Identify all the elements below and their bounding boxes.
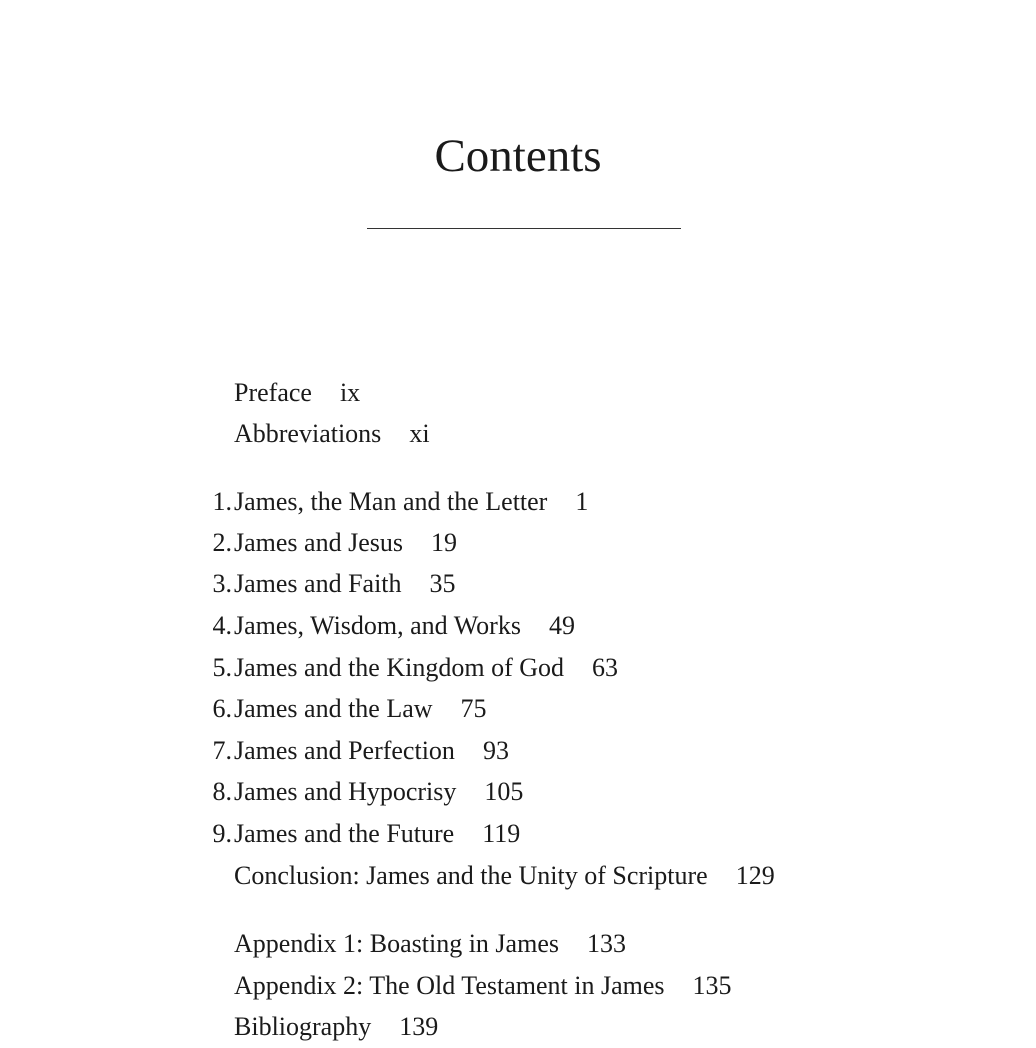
toc-entry-page: 35 xyxy=(429,569,456,598)
toc-entry-number: 3. xyxy=(212,569,232,598)
toc-entry-page: ix xyxy=(339,378,361,407)
toc-entry xyxy=(234,927,626,961)
toc-entry-label: James and Faith xyxy=(234,569,402,598)
toc-entry-page: 133 xyxy=(586,929,626,958)
toc-entry-number: 1. xyxy=(212,487,232,516)
toc-entry-page: 93 xyxy=(482,736,509,765)
toc-entry-page: 75 xyxy=(460,694,487,723)
toc-entry-page: 49 xyxy=(548,611,575,640)
toc-entry-page: 1 xyxy=(575,487,589,516)
toc-entry xyxy=(212,734,509,768)
toc-entry-page: 105 xyxy=(484,777,524,806)
toc-entry-page: 135 xyxy=(692,971,732,1000)
toc-entry xyxy=(212,692,487,726)
toc-entry-label: Conclusion: James and the Unity of Scripture xyxy=(234,861,708,890)
toc-entry-label: James and Jesus xyxy=(234,528,403,557)
toc-entry-label: James and Hypocrisy xyxy=(234,777,457,806)
toc-entry xyxy=(234,376,360,410)
toc-entry-number: 9. xyxy=(212,819,232,848)
toc-entry-label: Bibliography xyxy=(234,1012,372,1041)
toc-entry xyxy=(212,609,575,643)
toc-entry xyxy=(212,775,524,809)
toc-entry xyxy=(212,817,521,851)
toc-entry xyxy=(212,526,457,560)
toc-entry xyxy=(234,969,732,1003)
toc-entry-label: James and Perfection xyxy=(234,736,455,765)
toc-entry xyxy=(212,651,619,685)
toc-entry-label: James and the Kingdom of God xyxy=(234,653,565,682)
toc-entry xyxy=(212,485,589,519)
toc-entry xyxy=(234,417,430,451)
toc-entry xyxy=(234,859,775,893)
toc-entry-label: James, Wisdom, and Works xyxy=(234,611,521,640)
toc-entry-page: 129 xyxy=(735,861,775,890)
toc-entry-label: Appendix 2: The Old Testament in James xyxy=(234,971,665,1000)
title-divider xyxy=(367,228,681,229)
toc-entry-label: James, the Man and the Letter xyxy=(234,487,548,516)
toc-entry-number: 2. xyxy=(212,528,232,557)
toc-entry xyxy=(234,1010,438,1044)
toc-entry-number: 4. xyxy=(212,611,232,640)
toc-entry-page: xi xyxy=(409,419,430,448)
toc-entry-page: 139 xyxy=(399,1012,439,1041)
toc-entry-label: Preface xyxy=(234,378,312,407)
toc-entry-label: James and the Law xyxy=(234,694,433,723)
toc-entry xyxy=(212,567,456,601)
toc-entry-page: 119 xyxy=(482,819,521,848)
toc-entry-page: 63 xyxy=(592,653,619,682)
toc-entry-number: 5. xyxy=(212,653,232,682)
toc-entry-number: 7. xyxy=(212,736,232,765)
toc-entry-label: Appendix 1: Boasting in James xyxy=(234,929,559,958)
toc-entry-number: 6. xyxy=(212,694,232,723)
page-title: Contents xyxy=(434,130,602,182)
toc-entry-number: 8. xyxy=(212,777,232,806)
toc-entry-label: James and the Future xyxy=(234,819,455,848)
toc-entry-page: 19 xyxy=(430,528,457,557)
toc-entry-label: Abbreviations xyxy=(234,419,382,448)
